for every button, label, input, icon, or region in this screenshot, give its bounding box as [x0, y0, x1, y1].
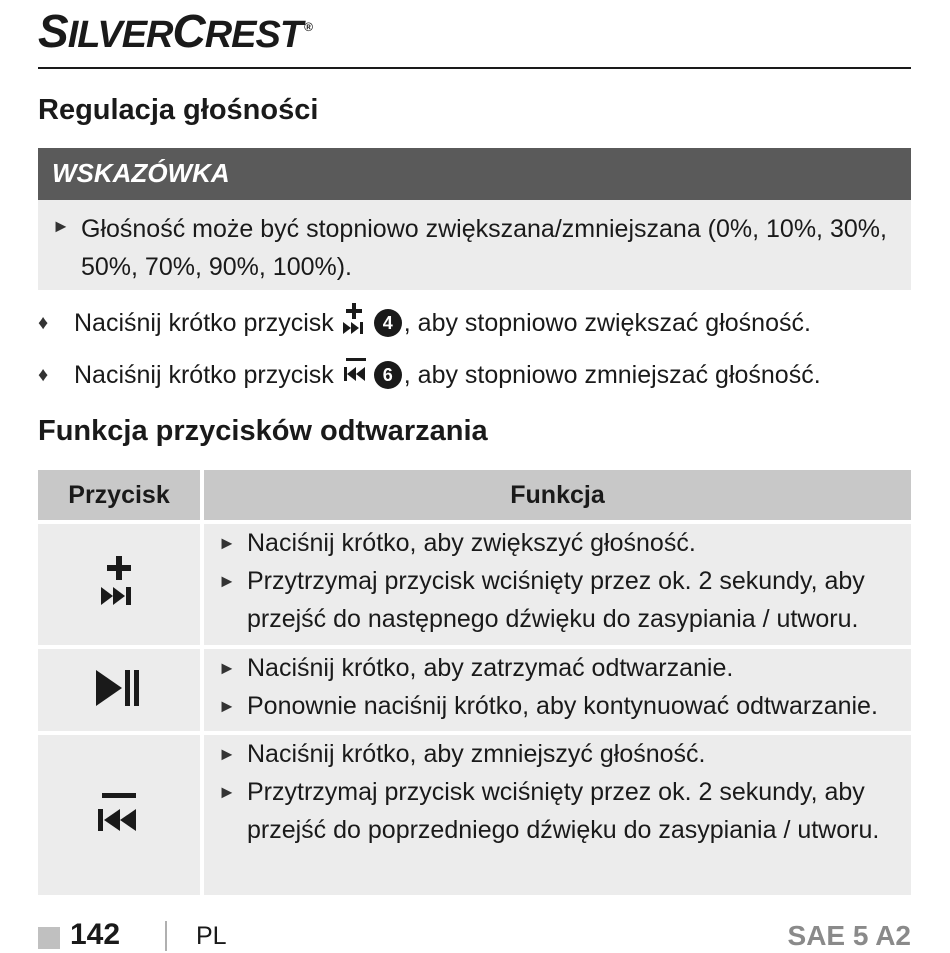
function-line: ► Przytrzymaj przycisk wciśnięty przez ok. 2 sekundy, aby przejść do następnego dźwięku do zasypiania / utworu. — [204, 562, 911, 638]
arrow-bullet-icon: ► — [218, 658, 236, 678]
column-header-button: Przycisk — [38, 470, 202, 522]
section-title-volume: Regulacja głośności — [38, 94, 319, 126]
button-cell — [38, 733, 202, 895]
function-cell — [202, 733, 911, 895]
instruction-text-before: Naciśnij krótko przycisk — [74, 308, 334, 337]
function-line: ► Naciśnij krótko, aby zatrzymać odtwarzanie. — [204, 649, 911, 687]
instruction-text-after: , aby stopniowo zwiększać głośność. — [403, 308, 811, 337]
column-header-function: Funkcja — [202, 470, 911, 522]
arrow-bullet-icon: ► — [218, 533, 236, 553]
function-cell — [202, 647, 911, 733]
function-line: ► Naciśnij krótko, aby zmniejszyć głośność. — [204, 735, 911, 773]
volume-up-next-icon — [99, 595, 139, 612]
button-reference-number: 6 — [374, 361, 402, 389]
footer-square — [38, 927, 60, 949]
instruction-text-after: , aby stopniowo zmniejszać głośność. — [403, 360, 821, 389]
instruction-volume-up — [38, 305, 811, 341]
brand-logo: SILVERCREST ® — [38, 5, 312, 57]
button-cell — [38, 647, 202, 733]
table-row — [38, 647, 911, 733]
play-pause-icon — [96, 695, 142, 712]
arrow-bullet-icon: ► — [52, 216, 70, 236]
note-heading: WSKAZÓWKA — [52, 158, 230, 188]
instruction-volume-down — [38, 357, 821, 393]
function-line: ► Przytrzymaj przycisk wciśnięty przez ok. 2 sekundy, aby przejść do poprzedniego dźwięku do zasypiania / utworu. — [204, 773, 911, 849]
instruction-text-before: Naciśnij krótko przycisk — [74, 360, 334, 389]
model-number: SAE 5 A2 — [787, 920, 911, 951]
function-line: ► Naciśnij krótko, aby zwiększyć głośność. — [204, 524, 911, 562]
volume-down-prev-icon — [342, 358, 368, 393]
page-number: 142 — [70, 918, 121, 951]
language-code: PL — [196, 922, 227, 950]
arrow-bullet-icon: ► — [218, 571, 236, 591]
table-row — [38, 522, 911, 647]
button-cell — [38, 522, 202, 647]
arrow-bullet-icon: ► — [218, 782, 236, 802]
playback-buttons-table — [38, 470, 911, 895]
note-text: Głośność może być stopniowo zwiększana/zmniejszana (0%, 10%, 30%, 50%, 70%, 90%, 100%). — [81, 215, 887, 281]
header-rule — [38, 67, 911, 69]
table-row — [38, 733, 911, 895]
diamond-bullet-icon: ♦ — [38, 363, 49, 386]
arrow-bullet-icon: ► — [218, 696, 236, 716]
function-cell — [202, 522, 911, 647]
volume-up-next-icon — [342, 303, 368, 344]
section-title-playback: Funkcja przycisków odtwarzania — [38, 415, 488, 447]
note-box — [38, 200, 911, 290]
note-heading-bar — [38, 148, 911, 200]
button-reference-number: 4 — [374, 309, 402, 337]
diamond-bullet-icon: ♦ — [38, 311, 49, 334]
volume-down-prev-icon — [96, 820, 142, 837]
arrow-bullet-icon: ► — [218, 744, 236, 764]
footer-divider — [165, 921, 167, 951]
function-line: ► Ponownie naciśnij krótko, aby kontynuować odtwarzanie. — [204, 687, 911, 725]
